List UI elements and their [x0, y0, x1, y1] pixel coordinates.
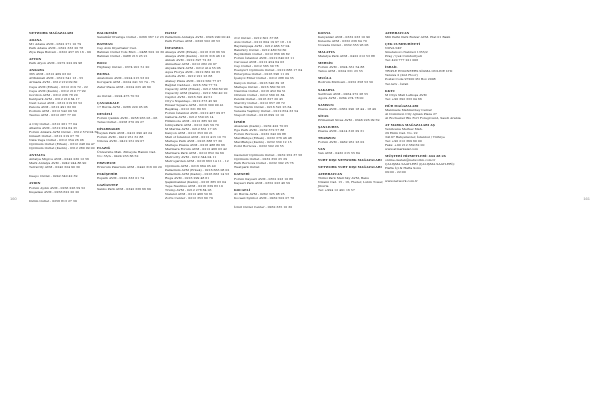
store-entry: Optimum AVM - 0216 664 05 40 [165, 163, 216, 168]
store-entry: 212 Outlet - 0212 601 37 68 [234, 36, 279, 40]
city-heading: ANTALYA [29, 153, 46, 158]
city-heading: ANKARA [29, 68, 45, 73]
store-entry: Yanuva 2 (2nd Floor) [385, 73, 418, 78]
store-entry: Manmade Mahmutbey Center [385, 107, 433, 112]
store-entry: M Marina AVM - 0212 651 17 03 [165, 127, 217, 132]
store-entry: MaviBahçe (Kadın) - 0232 330 12 15 [234, 140, 292, 145]
store-entry: 09:00 - 22:00 [385, 170, 406, 175]
city-heading: KAYSERİ [234, 172, 250, 177]
store-entry: Ege Park AVM - 0232 372 57 88 [234, 128, 285, 133]
store-entry: Al Dominion City Ajman Plaza 27 [385, 111, 437, 116]
store-entry: www.atmarkalar.com [385, 147, 419, 152]
store-entry: TerraCity AVM - 0242 324 90 30 [29, 165, 80, 170]
city-heading: İSTANBUL [165, 46, 184, 51]
store-entry: Bodrum Midtown - 0252 358 53 50 [318, 80, 374, 85]
city-heading: KONYA [318, 31, 331, 35]
store-entry: Marmara Park AVM - 0212 852 34 69 [165, 151, 224, 156]
store-entry: ÇALIŞMA SAATLERİ (ÇALIŞMA SAATLERİ): [385, 162, 455, 167]
store-entry: Forum Ankara AVM Outlet - 0312 579 04 50 [29, 129, 99, 134]
store-entry: Kenyalılar AVM - 0332 233 10 90 [318, 35, 371, 40]
store-entry: Atakey Plaza AVM - 0212 560 77 07 [165, 78, 222, 83]
store-entry: Esenyurt Optimum Outlet - 0212 686 17 64 [234, 68, 303, 73]
store-entry: Forum Çamlık AVM - 0258 265 03 - 06 [97, 115, 158, 120]
store-entry: Optimum Outlet - 0232 350 25 29 [234, 157, 288, 162]
city-heading: ADANA [29, 38, 42, 43]
city-heading: TRABZON [318, 135, 336, 140]
store-entry: Ruga AVM - 0216 299 48 61 [165, 175, 210, 180]
store-entry: ANKAmall AVM - 0312 541 13 - 55 [29, 76, 84, 81]
store-entry: Beşiktaş - 0212 321 80 63 [165, 106, 206, 111]
store-entry: Van AVM - 0432 215 55 84 [318, 151, 360, 156]
store-list-column-5 [318, 31, 384, 192]
store-entry: Cep Avm Diyarbakır Cad. [97, 46, 137, 51]
city-heading: SİVAS [318, 113, 329, 118]
city-heading: HATAY [165, 31, 177, 35]
store-entry: Al Rochester Blu Fort Foreground, Saudi Arabia [385, 115, 461, 120]
store-entry: Palladium Antakya AVM - 0326 290 00 42 [165, 35, 231, 40]
city-heading: VAN [318, 147, 326, 152]
store-entry: Piazza AVM - 0362 290 18 44 - 18 49 [318, 106, 376, 111]
store-entry: Tepe Nautilus AVM - 0216 339 83 19 [165, 183, 223, 188]
store-entry: Kuşadası AVM - 0256 622 20 20 [29, 189, 80, 194]
store-entry: Ginsart Outlet - 0312 219 07 76 [29, 134, 80, 139]
store-entry: Metrogarden AVM - 0216 663 14 11 - 12 [165, 159, 229, 164]
store-entry: Enterprise Outlet - 0216 596 11 29 [234, 72, 290, 77]
store-entry: Üniversite Mah. Zübeyde Hanım Cad. [97, 150, 157, 155]
store-entry: Zafer Plaza AVM - 0224 225 46 60 [97, 84, 151, 89]
store-entry: Maltepe Piazza AVM - 0216 488 80 66 [165, 143, 225, 148]
store-entry: Westpark Outlet [234, 165, 260, 170]
city-heading: ÇEK CUMHURİYETİ [385, 42, 421, 47]
store-entry: Mall of İstanbul AVM - 0212 415 10 73 [165, 135, 226, 140]
store-entry: M1 Adana AVM - 0322 271 10 79 [29, 42, 82, 47]
store-entry: Teras Outlet - 0258 370 29 27 [97, 119, 144, 124]
store-entry: Marmara Forum AVM - 0212 466 03 42 [165, 147, 227, 152]
city-heading: MALATYA [318, 50, 335, 55]
page-number-left: 160 [10, 196, 17, 201]
store-entry: 365 AVM - 0312 469 03 02 [29, 72, 71, 77]
store-entry: Pendik Outlet - 0216 327 20 45 [234, 96, 284, 101]
store-entry: Mark Antalya AVM - 0242 244 86 90 [29, 161, 87, 166]
city-heading: NETWORK YURT DIŞI MAĞAZALARI [318, 165, 382, 170]
city-heading: BOLU [97, 61, 108, 66]
store-entry: Optimum Outlet (Erkek) - 0312 248 04 47 [29, 142, 95, 147]
store-entry: Erzurum Palerium AVM - 0442 316 00 20 [97, 165, 162, 170]
store-entry: Bakırköy Outlet - 0212 480 50 60 [234, 48, 287, 53]
store-entry: Beylikdüzü Outlet - 0212 856 96 82 [234, 52, 290, 57]
store-entry: Maltepe Park AVM - 0216 388 57 30 [165, 139, 223, 144]
city-heading: YURT DIŞI NETWORK MAĞAZALARI [318, 158, 382, 163]
store-entry: Forum Bornova - 0232 342 09 88 [234, 132, 286, 137]
store-entry: Ninova AVM - 0412 251 09 07 [97, 138, 145, 143]
store-entry: Axis Outlet - 0212 604 19 97 18 - 19 [234, 40, 291, 45]
store-entry: Didim Outlet - 0256 813 27 39 [29, 198, 77, 203]
store-entry: Forum AVM - 0462 261 23 02 [318, 139, 365, 144]
store-entry: İpekyol Etiler Outlet - 0212 288 04 35 [234, 76, 294, 81]
store-entry: Faks: +90 212 369 62 00 [385, 143, 425, 148]
city-heading: İSRAİL [385, 65, 398, 70]
store-entry: Zorlu Center - 0212 353 60 79 [165, 195, 213, 200]
store-entry: Kocaeli Symbol AVM - 0262 502 07 76 [234, 195, 295, 200]
store-entry: Astoria AVM - 0212 221 23 68 [165, 74, 213, 79]
store-entry: Capitol AVM - 0216 391 49 51 [165, 94, 213, 99]
store-entry: Optimum Outlet (Kadın) - 0312 280 09 00 [29, 146, 95, 151]
store-entry: 34197 Bahçelievler, İstanbul / Türkiye [385, 135, 445, 140]
store-entry: 29 Ekim Cad. No. 22 [385, 130, 418, 135]
store-entry: Forum AVM - 0412 251 61 88 [97, 134, 144, 139]
store-entry: Palladium AVM (Erkek) - 0216 663 08 02 [165, 167, 230, 172]
store-entry: Gaziemir Optimum Outlet - 0232 252 37 56 [234, 153, 303, 158]
store-entry: Tuzla Marin Outlet - 0216 591 25 64 [234, 104, 292, 109]
city-heading: MÜŞTERİ HİZMETLERİ: 444 28 26 [385, 154, 446, 159]
store-entry: Novada Outlet - 0332 353 93 06 [318, 43, 369, 48]
store-entry: Point Bornova - 0232 502 20 55 [234, 144, 284, 149]
store-entry: Galleria AVM - 0212 559 03 14 [165, 114, 214, 119]
store-entry: Aqua Florya AVM - 0212 662 20 65 [165, 70, 221, 75]
store-entry: Carousel AVM - 0212 454 64 03 [234, 60, 285, 65]
store-entry: As Outlet - 0224 475 70 52 [97, 93, 140, 98]
store-list-column-3 [165, 31, 231, 200]
store-entry: İzmit Outlet Center - 0262 335 10 30 [234, 204, 293, 209]
store-entry: Yenibosna Merkez Mah. [385, 126, 423, 131]
city-heading: ELAZIĞ [97, 146, 111, 151]
store-entry: Viaport Outlet - 0216 699 12 10 [234, 112, 285, 117]
store-entry: City's Nişantaşı - 0212 373 45 90 [165, 98, 218, 103]
city-heading: HÜR MAĞAZALARI [385, 103, 419, 108]
city-heading: ERZURUM [97, 161, 116, 166]
store-entry: Forum İstanbul AVM - 0212 467 09 67 [165, 110, 226, 115]
store-entry: Akyaka Park AVM - 0212 414 55 06 [165, 66, 221, 71]
store-entry: MaviBahçe (Erkek) - 0232 376 46 48 [234, 136, 292, 141]
store-entry: Nautilus Outlet - 0216 452 84 51 [234, 88, 286, 93]
store-entry: Akasya AVM (Erkek) - 0216 316 66 59 [165, 50, 225, 55]
store-entry: Highway Outlet - 0374 201 51 20 [97, 65, 150, 70]
store-entry: Tel: +90 392 333 04 66 [385, 96, 422, 101]
store-list-column-1 [29, 31, 99, 203]
store-entry: Akasya AVM (Kadın) - 0216 316 46 19 [165, 54, 225, 59]
store-entry: Podium AVM - 0312 542 09 59 [29, 108, 77, 113]
store-entry: A City Outlet - 0312 261 77 04 [29, 121, 77, 126]
store-entry: Primemall Sivas AVM - 0346 226 09 59 [318, 117, 380, 122]
store-entry: Taurus AVM - 0312 287 77 00 [29, 112, 76, 117]
store-entry: Forum Aydın AVM - 0256 226 59 52 [29, 185, 86, 190]
store-entry: Şaşkınbakkal (Kadın) - 0216 385 03 04 [165, 179, 226, 184]
store-entry: Korupark AVM - 0224 241 53 74 - 75 [97, 80, 155, 85]
city-heading: KOCAELİ [234, 187, 251, 192]
city-heading: MUĞLA [318, 76, 332, 81]
city-heading: ŞANLIURFA [318, 124, 339, 129]
store-entry: Serdivan AVM - 0264 272 28 55 [318, 91, 369, 96]
store-entry: Atlantis AVM - 0312 254 64 25 [29, 125, 78, 130]
city-heading: AT MARKA MAĞAZALARI AŞ [385, 122, 435, 127]
store-entry: Kanyon Outlet - 0216 540 39 18 [234, 80, 285, 85]
store-entry: Park Forbes AVM - 0326 502 28 53 [165, 39, 220, 44]
store-entry: 41 Burda AVM - 0262 325 08 25 [234, 191, 285, 196]
city-heading: AZERBAYCAN [385, 31, 410, 35]
store-entry: Batman Outlet Yolu Blvd. - 0488 502 10 30 [97, 50, 165, 55]
store-entry: Next Level AVM - 0312 219 63 52 [29, 100, 83, 105]
city-heading: AZERBAYCAN [318, 172, 343, 177]
city-heading: KKTC [385, 88, 396, 93]
store-entry: Olivium Outlet - 0212 560 01 84 [234, 92, 285, 97]
store-list-column-6 [385, 31, 461, 184]
store-entry: Jiburia [318, 184, 329, 189]
store-entry: Cepa AVM (Erkek) - 0312 219 72 - 22 [29, 84, 88, 89]
store-entry: Sanatkâr Prestige Outlet - 0266 367 12 23 [97, 35, 164, 40]
city-heading: BURSA [97, 72, 110, 77]
store-entry: Akbatı AVM - 0212 397 72 33 [165, 58, 212, 63]
store-entry: Armada AVM - 0312 219 09 60 [29, 80, 78, 85]
store-entry: Vialand AVM - 0212 466 50 61 [165, 191, 213, 196]
store-entry: M Citys Mall Lefkoşa AVM [385, 92, 427, 97]
store-entry: Bayrampaşa AVM - 0212 466 57 04 [234, 44, 290, 49]
city-heading: SAKARYA [318, 87, 335, 92]
city-heading: AFYON [29, 57, 42, 62]
store-entry: Cep Outlet - 0212 565 30 78 [234, 64, 279, 69]
city-heading: ESKİŞEHİR [97, 172, 118, 177]
store-entry: Tel: +90 212 369 60 00 [385, 139, 422, 144]
store-entry: Kayseri Park AVM - 0352 223 46 59 [234, 180, 290, 185]
store-entry: Emaar Square AVM - 0216 300 90 41 [165, 102, 224, 107]
store-entry: Palladium AVM (Kadın) - 0216 663 14 53 [165, 171, 230, 176]
store-entry: İstinyePark AVM - 0212 345 59 70 [165, 123, 219, 128]
store-entry: Park Afyon AVM - 0272 222 09 98 [29, 61, 83, 66]
store-entry: Venezia Yeşilköy Outlet - 0212 654 33 54 [234, 108, 299, 113]
store-entry: www.network.com.tr [385, 179, 418, 184]
store-entry: NOVA SKY [385, 46, 402, 51]
store-entry: Nizami Cad. 15 - 16, Fleder, Lubin Tower, [318, 180, 384, 185]
store-entry: Tbilisi Park Mall Sky AVM, Baku [318, 176, 369, 181]
city-heading: DENİZLİ [97, 111, 113, 116]
store-entry: Gordion AVM - 0312 236 78 20 [29, 92, 78, 97]
store-entry: Capacity AVM (Erkek) - 0212 560 60 90 [165, 86, 228, 91]
store-entry: Antalya Migros AVM - 0242 230 12 56 [29, 157, 90, 162]
store-entry: No: 35/A - 0424 233 66 52 [97, 154, 139, 159]
store-entry: online.destek@networkn.com.tr [385, 158, 436, 163]
store-entry: Tarsu AVM - 0324 331 23 55 [318, 69, 363, 74]
store-entry: Starcity Outlet - 0212 657 28 72 [234, 100, 285, 105]
store-entry: Postal Code 97200 PO Box 2008 [385, 77, 436, 82]
store-entry: Deepo Outlet - 0242 340 42 39 [29, 174, 78, 179]
city-heading: AYDIN [29, 181, 41, 186]
store-entry: Tel: +994 12 491 16 57 [318, 188, 355, 193]
store-entry: Park Bornova Outlet - 0232 392 25 76 [234, 161, 294, 166]
store-list-column-2 [97, 31, 163, 191]
store-entry: Smetanovo Nabrezi 1355/2 [385, 50, 428, 55]
store-entry: Forum Kayseri AVM - 0352 223 10 86 [234, 176, 294, 181]
store-entry: Capacity AVM (Kadın) - 0212 560 40 10 [165, 90, 228, 95]
city-heading: DİYARBAKIR [97, 126, 120, 131]
store-entry: TRIPLE ENGINEERS SİGMA ONLINE LTD [385, 69, 453, 74]
store-entry: Forum İstanbul AVM - 0212 640 03 11 [234, 56, 295, 61]
store-entry: Kulesite AVM - 0332 236 64 70 [318, 39, 367, 44]
store-entry: Akmerkez AVM - 0212 282 20 97 [165, 62, 217, 67]
store-entry: Hafta İçi & Hafta Sonu [385, 166, 422, 171]
city-heading: BATMAN [97, 42, 113, 47]
city-heading: NETWORK MAĞAZALARI [29, 31, 74, 35]
store-entry: Prag / Çek Cumhuriyeti [385, 54, 423, 59]
store-entry: Batman Outlet - 0488 213 23 21 [97, 54, 148, 59]
store-entry: Kentpark AVM - 0312 219 64 17 [29, 96, 80, 101]
store-entry: Metrocity AVM - 0212 344 04 11 [165, 155, 217, 160]
store-entry: Hillsinode AVM - 0212 385 92 00 [165, 118, 217, 123]
store-entry: 17 Burda AVM - 0286 220 05 06 [97, 104, 148, 109]
city-heading: BALIKESİR [97, 31, 117, 35]
city-heading: İZMİR [234, 119, 246, 124]
store-entry: Espark AVM - 0222 333 01 74 [97, 176, 145, 181]
store-entry: Tel Aviv - İsrail [385, 81, 409, 86]
store-entry: Alsancak (Kadın) - 0232 422 70 05 [234, 123, 289, 128]
store-entry: Bağdat Caddesi - 0216 359 77 72 [165, 82, 218, 87]
store-entry: Panora AVM - 0312 491 62 60 [29, 104, 77, 109]
store-entry: Piazza AVM - 0414 316 29 31 [318, 128, 365, 133]
page-number-right: 161 [583, 196, 590, 201]
city-heading: SAMSUN [318, 102, 334, 107]
store-entry: Trump AVM - 0212 278 84 03 [165, 187, 212, 192]
store-entry: Maltepe Outlet - 0216 560 50 05 [234, 84, 286, 89]
city-heading: MERSİN [318, 61, 333, 66]
store-entry: Ziya Paşa Bulvarı - 0322 457 05 16 - 99 [29, 50, 91, 55]
store-entry: Anatolium AVM - 0224 215 53 02 [97, 76, 150, 81]
store-entry: Forum AVM - 0324 331 54 88 [318, 65, 365, 70]
store-entry: Nata Vega Outlet - 0312 354 26 06 [29, 138, 84, 143]
store-entry: Ceylan Park AVM - 0412 290 43 24 [97, 130, 152, 135]
store-entry: Kanyon AVM - 0212 353 00 21 [165, 131, 213, 136]
store-entry: Cepa AVM (Kadın) - 0312 219 77 99 [29, 88, 86, 93]
store-entry: Malatya Park AVM - 0422 212 53 88 [318, 54, 375, 59]
store-entry: Tel: 420 777 221 006 [385, 58, 419, 63]
store-entry: Park Adana AVM - 0322 333 20 78 [29, 46, 84, 51]
store-entry: Mili Parki Park Bulvar AVM. Elat 01 Bakü [385, 35, 451, 40]
city-heading: ÇANAKKALE [97, 100, 120, 105]
city-heading: GAZİANTEP [97, 183, 118, 188]
store-entry: Sanko Park AVM - 0342 336 66 69 [97, 187, 151, 192]
store-entry: Agora AVM - 0264 274 78 00 [318, 95, 364, 100]
store-list-column-4 [234, 31, 303, 209]
